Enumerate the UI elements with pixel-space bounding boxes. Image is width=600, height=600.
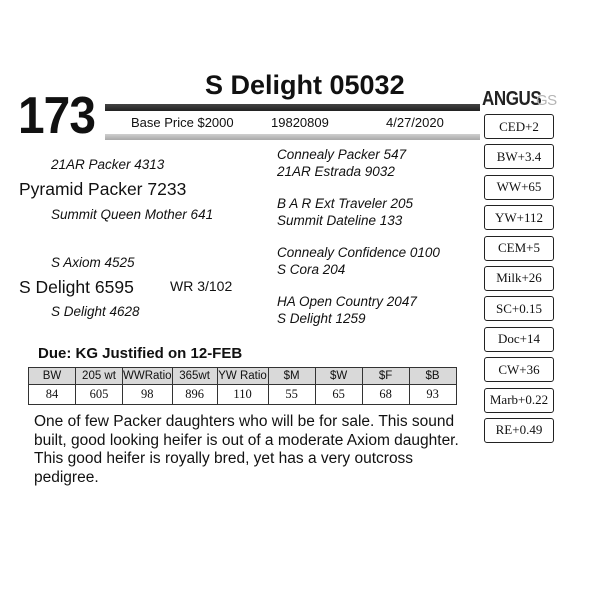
animal-name: S Delight 05032 [205, 70, 405, 100]
base-price: Base Price $2000 [131, 115, 234, 130]
epd-box: Doc+14 [484, 327, 554, 352]
due-info: Due: KG Justified on 12-FEB [38, 345, 243, 362]
ext-ancestor: Summit Dateline 133 [277, 213, 403, 228]
epd-box: CED+2 [484, 114, 554, 139]
title-rule-light [105, 134, 480, 140]
perf-header-cell: $M [268, 368, 315, 385]
dam-sire: S Axiom 4525 [51, 255, 135, 270]
epd-box: YW+112 [484, 205, 554, 230]
breed-logo [482, 86, 557, 110]
ext-ancestor: Connealy Packer 547 [277, 147, 407, 162]
ext-ancestor: HA Open Country 2047 [277, 294, 417, 309]
dam: S Delight 6595 [19, 277, 134, 297]
dam-dam: S Delight 4628 [51, 304, 140, 319]
perf-header-cell: $W [315, 368, 362, 385]
perf-header-cell: YW Ratio [217, 368, 268, 385]
perf-value-cell: 98 [123, 385, 173, 405]
perf-header-cell: $F [362, 368, 409, 385]
epd-box: Marb+0.22 [484, 388, 554, 413]
sire-sire: 21AR Packer 4313 [51, 157, 165, 172]
epd-column [484, 114, 554, 448]
perf-header-cell: $B [409, 368, 456, 385]
perf-value-cell: 93 [409, 385, 456, 405]
epd-box: SC+0.15 [484, 296, 554, 321]
perf-header-cell: BW [29, 368, 76, 385]
perf-value-cell: 110 [217, 385, 268, 405]
registration-number: 19820809 [271, 115, 329, 130]
perf-header-cell: 365wt [172, 368, 217, 385]
epd-box: BW+3.4 [484, 144, 554, 169]
epd-box: CEM+5 [484, 236, 554, 261]
perf-value-cell: 896 [172, 385, 217, 405]
lot-number: 173 [18, 87, 96, 145]
ext-ancestor: B A R Ext Traveler 205 [277, 196, 414, 211]
lot-notes: One of few Packer daughters who will be for sale. This sound built, good looking heifer is out of a moderate Axiom daughter. This good heifer is royally bred, yet has a very outcross pedigree. [34, 413, 459, 486]
perf-value-cell: 55 [268, 385, 315, 405]
ext-ancestor: Connealy Confidence 0100 [277, 245, 440, 260]
epd-box: CW+36 [484, 357, 554, 382]
sire: Pyramid Packer 7233 [19, 179, 187, 199]
performance-table [28, 367, 457, 405]
perf-value-cell: 605 [76, 385, 123, 405]
dam-wr: WR 3/102 [170, 278, 233, 294]
perf-header-cell: WWRatio [123, 368, 173, 385]
breed-suffix: GS [536, 92, 557, 109]
epd-box: RE+0.49 [484, 418, 554, 443]
ext-ancestor: S Cora 204 [277, 262, 346, 277]
performance-header-row [29, 368, 457, 385]
perf-value-cell: 68 [362, 385, 409, 405]
sire-dam: Summit Queen Mother 641 [51, 207, 214, 222]
birth-date: 4/27/2020 [386, 115, 444, 130]
title-rule-dark [105, 104, 480, 111]
epd-box: WW+65 [484, 175, 554, 200]
breed-name: ANGUS [482, 88, 542, 110]
perf-value-cell: 65 [315, 385, 362, 405]
epd-box: Milk+26 [484, 266, 554, 291]
perf-header-cell: 205 wt [76, 368, 123, 385]
ext-ancestor: S Delight 1259 [277, 311, 366, 326]
performance-value-row [29, 385, 457, 405]
ext-ancestor: 21AR Estrada 9032 [277, 164, 395, 179]
perf-value-cell: 84 [29, 385, 76, 405]
